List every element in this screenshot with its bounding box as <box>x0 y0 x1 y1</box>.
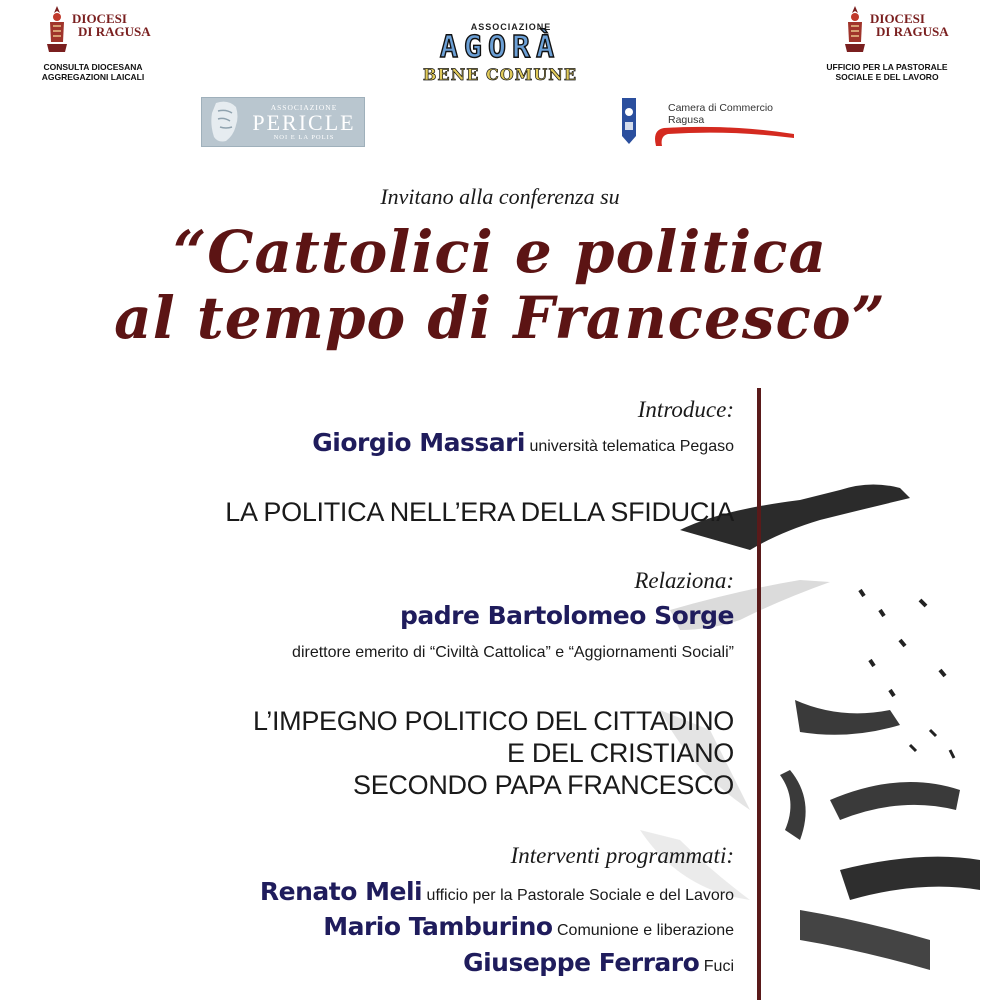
diocese-emblem-icon <box>842 4 868 54</box>
intervento-line <box>463 948 734 977</box>
diocese-emblem-icon <box>44 4 70 54</box>
speaker-name: Giorgio Massari <box>312 428 525 457</box>
pericle-top-text: ASSOCIAZIONE <box>270 103 338 112</box>
agora-bottom-text: BENE COMUNE <box>422 65 578 84</box>
logo-camera-commercio <box>618 96 773 146</box>
logo-caption-line2: AGGREGAZIONI LAICALI <box>41 72 145 82</box>
invite-text: Invitano alla conferenza su <box>380 184 620 209</box>
topic-2-line1: L’IMPEGNO POLITICO DEL CITTADINO <box>253 706 734 736</box>
vertical-divider <box>757 388 761 1000</box>
introduce-label: Introduce: <box>637 397 734 422</box>
intervento-line <box>260 877 734 906</box>
ragusa-crest-icon <box>618 96 640 146</box>
speaker-affiliation: università telematica Pegaso <box>529 438 734 455</box>
title-line1: “Cattolici e politica <box>172 218 828 286</box>
pericles-head-icon <box>206 99 244 145</box>
diocese-name-line2: DI RAGUSA <box>876 24 949 39</box>
logo-caption-line2: SOCIALE E DEL LAVORO <box>835 72 939 82</box>
intro-speaker-line <box>312 428 734 457</box>
speaker-affiliation: Comunione e liberazione <box>557 922 734 939</box>
topic-2-line3: SECONDO PAPA FRANCESCO <box>353 770 734 800</box>
diocese-name-line1: DIOCESI <box>870 11 925 26</box>
logo-agora <box>421 22 579 96</box>
speaker-name: Renato Meli <box>259 877 423 906</box>
pericle-bottom-text: NOI E LA POLIS <box>273 134 335 141</box>
diocese-name-line2: DI RAGUSA <box>78 24 151 39</box>
logo-diocesi-right <box>812 4 962 82</box>
logo-pericle <box>201 97 365 147</box>
speaker-name: Mario Tamburino <box>323 912 553 941</box>
interventi-label: Interventi programmati: <box>510 843 734 868</box>
main-speaker-affiliation: direttore emerito di “Civiltà Cattolica” e “Aggiornamenti Sociali” <box>292 644 734 661</box>
topic-2-line2: E DEL CRISTIANO <box>506 738 734 768</box>
diocese-name-line1: DIOCESI <box>72 11 127 26</box>
logo-caption-line1: CONSULTA DIOCESANA <box>43 62 143 72</box>
pericle-main-text: PERICLE <box>252 110 356 135</box>
speaker-name: Giuseppe Ferraro <box>463 948 700 977</box>
relaziona-label: Relaziona: <box>634 568 734 593</box>
speaker-affiliation: Fuci <box>703 958 734 975</box>
main-speaker-name: padre Bartolomeo Sorge <box>399 601 734 630</box>
topic-1: LA POLITICA NELL’ERA DELLA SFIDUCIA <box>225 497 734 527</box>
intervento-line <box>323 912 734 941</box>
camera-swoosh-icon <box>650 112 798 148</box>
logo-diocesi-left <box>28 4 158 82</box>
logo-caption-line1: UFFICIO PER LA PASTORALE <box>826 62 948 72</box>
agora-main-text: AGORÀ <box>439 30 561 65</box>
speaker-affiliation: ufficio per la Pastorale Sociale e del Lavoro <box>426 887 734 904</box>
agora-top-text: ASSOCIAZIONE <box>470 22 552 32</box>
title-line2: al tempo di Francesco” <box>114 284 886 352</box>
camera-line2: Ragusa <box>668 114 705 126</box>
camera-line1: Camera di Commercio <box>668 102 774 114</box>
